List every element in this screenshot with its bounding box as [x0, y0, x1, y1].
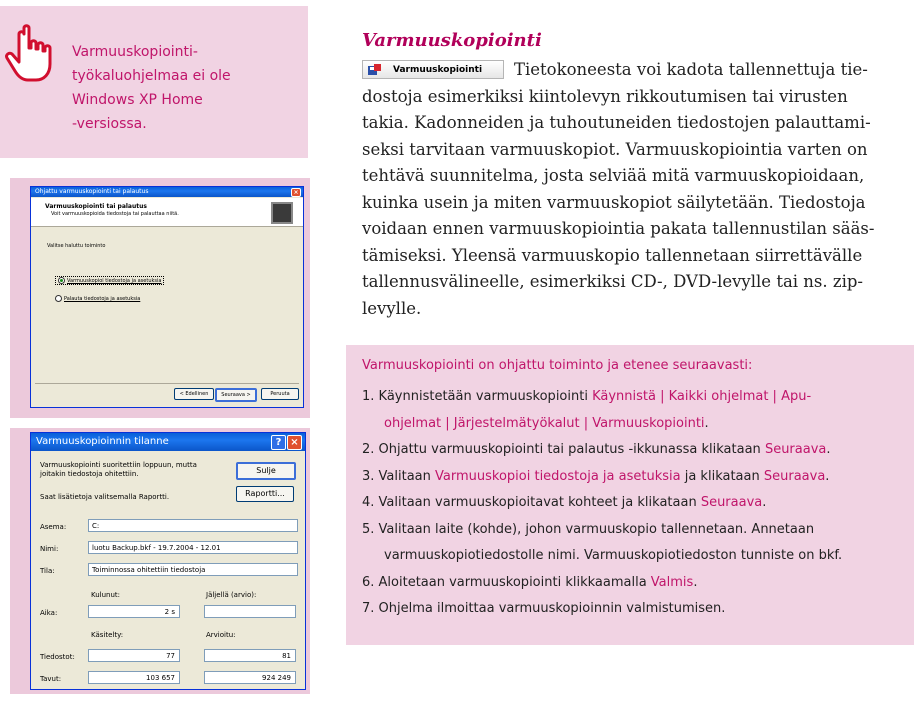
- tip-line: Varmuuskopiointi-: [72, 44, 198, 60]
- article-line: seksi tarvitaan varmuuskopiot. Varmuuskopiointia varten on: [362, 139, 868, 159]
- step-text: .: [762, 495, 767, 510]
- step-highlight: Seuraava: [764, 442, 827, 457]
- cancel-button[interactable]: Peruuta: [261, 388, 299, 400]
- step-text: 7. Ohjelma ilmoittaa varmuuskopioinnin valmistumisen.: [362, 601, 726, 616]
- step-highlight: Valmis: [650, 574, 694, 590]
- wizard-subheading: Voit varmuuskopioida tiedostoja tai palauttaa niitä.: [51, 211, 179, 217]
- time-label: Aika:: [40, 609, 58, 617]
- drive-field: C:: [88, 519, 298, 532]
- backup-option-label: Varmuuskopioi tiedostoja ja asetuksia: [67, 278, 162, 284]
- step-highlight: Varmuuskopioi tiedostoja ja asetuksia: [435, 468, 681, 484]
- status-title: Varmuuskopioinnin tilanne: [36, 436, 169, 447]
- steps-intro: Varmuuskopiointi on ohjattu toiminto ja etenee seuraavasti:: [362, 358, 753, 373]
- step-item: [362, 517, 907, 544]
- step-menu-path: Käynnistä | Kaikki ohjelmat | Apu-: [592, 389, 812, 404]
- backup-wizard-window: [30, 186, 304, 408]
- article-line: Tietokoneesta voi kadota tallennettuja tie-: [514, 60, 868, 79]
- status-titlebar: [31, 433, 305, 451]
- article-line: takia. Kadonneiden ja tuhoutuneiden tiedostojen palauttami-: [362, 113, 871, 132]
- backup-option-radio[interactable]: [55, 276, 164, 285]
- article-line: tallennusvälineelle, esimerkiksi CD-, DVD-levylle tai ns. zip-: [362, 272, 864, 291]
- wizard-titlebar: [31, 187, 303, 197]
- next-button[interactable]: Seuraava >: [215, 388, 257, 402]
- step-highlight: Seuraava: [763, 468, 826, 484]
- remaining-field: [204, 605, 296, 618]
- step-menu-path: ohjelmat | Järjestelmätyökalut | Varmuuskopiointi: [384, 415, 705, 431]
- step-text: 4. Valitaan varmuuskopioitavat kohteet ja klikataan: [362, 495, 701, 510]
- step-text: 1. Käynnistetään varmuuskopiointi: [362, 389, 593, 404]
- files-label: Tiedostot:: [40, 653, 75, 661]
- report-button[interactable]: Raportti...: [236, 486, 294, 502]
- step-text: .: [704, 415, 709, 431]
- files-estimated-field: 81: [204, 649, 296, 662]
- section-title: Varmuuskopiointi: [362, 30, 542, 51]
- restore-option-radio[interactable]: [55, 295, 140, 302]
- article-line: tehtävä suunnitelma, josta selviää mitä varmuuskopioidaan,: [362, 166, 865, 185]
- wizard-question: Valitse haluttu toiminto: [47, 243, 106, 249]
- drive-label: Asema:: [40, 523, 67, 531]
- tip-line: Windows XP Home: [72, 92, 203, 108]
- step-text: 3. Valitaan: [362, 468, 436, 484]
- bytes-processed-field: 103 657: [88, 671, 180, 684]
- step-item: [362, 543, 907, 570]
- tip-box: [0, 6, 308, 158]
- article-line: dostoja esimerkiksi kiintolevyn rikkoutumisen tai virusten: [362, 86, 848, 106]
- name-label: Nimi:: [40, 545, 59, 553]
- backup-wizard-icon: [271, 202, 293, 224]
- article-body: [362, 57, 914, 322]
- radio-empty-icon: [55, 295, 62, 302]
- article-line: voidaan ennen varmuuskopiointia pakata tallennustilan sääs-: [362, 219, 875, 238]
- article-line: kuinka usein ja miten varmuuskopiot säilytetään. Tiedostoja: [362, 192, 866, 212]
- state-label: Tila:: [40, 567, 55, 575]
- article-line: tämiseksi. Yleensä varmuuskopio tallennetaan siirrettävälle: [362, 245, 863, 265]
- help-icon[interactable]: ?: [271, 435, 286, 450]
- restore-option-label: Palauta tiedostoja ja asetuksia: [64, 296, 141, 302]
- bytes-label: Tavut:: [40, 675, 62, 683]
- step-item: [362, 384, 907, 411]
- step-item: [362, 490, 907, 517]
- step-item: [362, 411, 907, 438]
- step-item: [362, 464, 907, 491]
- wizard-title: Ohjattu varmuuskopiointi tai palautus: [35, 188, 149, 195]
- back-button[interactable]: < Edellinen: [174, 388, 214, 400]
- close-button[interactable]: Sulje: [236, 462, 296, 480]
- name-field: luotu Backup.bkf - 19.7.2004 - 12.01: [88, 541, 298, 554]
- status-message: Varmuuskopiointi suoritettiin loppuun, mutta: [40, 461, 197, 469]
- step-text: 6. Aloitetaan varmuuskopiointi klikkaamalla: [362, 574, 651, 590]
- step-item: [362, 437, 907, 464]
- tip-text: [72, 40, 302, 136]
- step-item: [362, 570, 907, 597]
- status-hint: Saat lisätietoja valitsemalla Raportti.: [40, 493, 170, 501]
- remaining-header: Jäljellä (arvio):: [206, 591, 257, 599]
- step-text: ja klikataan: [680, 468, 764, 484]
- close-icon[interactable]: ×: [287, 435, 302, 450]
- tip-line: työkaluohjelmaa ei ole: [72, 68, 231, 84]
- pointing-hand-icon: [4, 24, 52, 84]
- close-icon[interactable]: ×: [291, 188, 301, 197]
- bytes-estimated-field: 924 249: [204, 671, 296, 684]
- wizard-heading: Varmuuskopiointi tai palautus: [45, 203, 147, 210]
- elapsed-header: Kulunut:: [91, 591, 121, 599]
- step-text: 2. Ohjattu varmuuskopiointi tai palautus -ikkunassa klikataan: [362, 442, 765, 457]
- state-field: Toiminnossa ohitettiin tiedostoja: [88, 563, 298, 576]
- step-text: varmuuskopiotiedostolle nimi. Varmuuskopiotiedoston tunniste on bkf.: [384, 548, 843, 563]
- wizard-divider: [35, 383, 299, 384]
- step-text: .: [826, 442, 831, 457]
- elapsed-field: 2 s: [88, 605, 180, 618]
- radio-selected-icon: [58, 277, 65, 284]
- tip-line: -versiossa.: [72, 116, 147, 132]
- processed-header: Käsitelty:: [91, 631, 124, 639]
- step-text: .: [825, 468, 830, 484]
- chip-label: Varmuuskopiointi: [393, 65, 483, 75]
- files-processed-field: 77: [88, 649, 180, 662]
- wizard-header: [31, 198, 303, 227]
- step-highlight: Seuraava: [700, 495, 763, 510]
- estimated-header: Arvioitu:: [206, 631, 236, 639]
- step-item: [362, 596, 907, 623]
- status-message: joitakin tiedostoja ohitettiin.: [40, 470, 139, 478]
- steps-list: [362, 384, 907, 623]
- backup-status-window: [30, 432, 306, 690]
- step-text: .: [693, 574, 698, 590]
- step-text: 5. Valitaan laite (kohde), johon varmuuskopio tallennetaan. Annetaan: [362, 521, 815, 537]
- article-line: levylle.: [362, 298, 422, 318]
